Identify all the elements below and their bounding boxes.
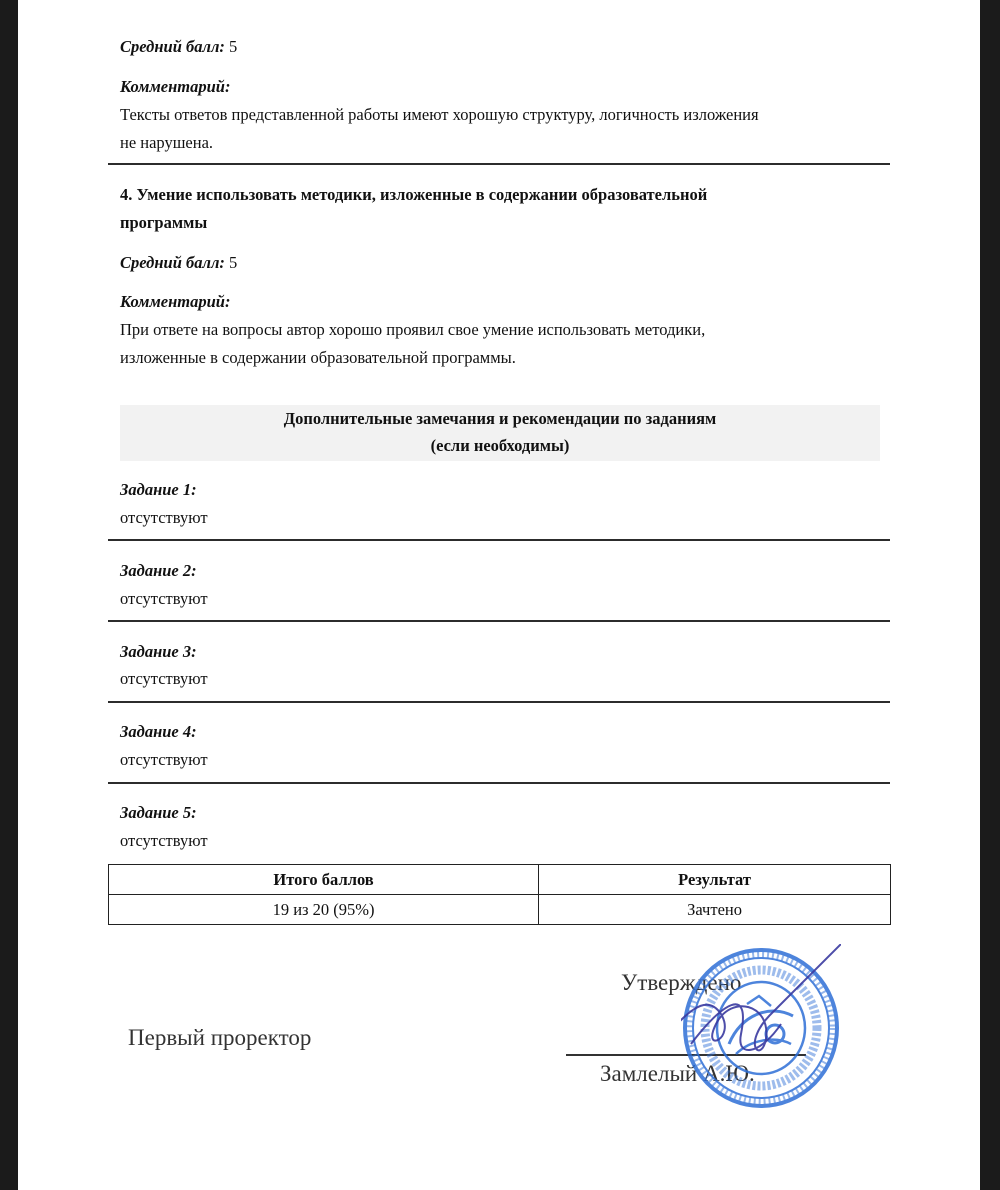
task-text: отсутствуют xyxy=(120,831,208,850)
result-cell: Зачтено xyxy=(539,895,891,925)
task-text: отсутствуют xyxy=(120,669,208,688)
avg-score-label: Средний балл: xyxy=(120,253,225,272)
totals-table xyxy=(108,864,891,925)
comment-text-line: Тексты ответов представленной работы имеют хорошую структуру, логичность изложения xyxy=(120,105,759,124)
divider xyxy=(108,163,890,165)
notes-heading-line: Дополнительные замечания и рекомендации по заданиям xyxy=(283,409,717,428)
avg-score-line-3 xyxy=(120,33,237,61)
approved-label: Утверждено xyxy=(621,970,742,995)
signatory-position: Первый проректор xyxy=(128,1025,312,1050)
section-title-line: программы xyxy=(120,213,208,232)
divider xyxy=(108,701,890,703)
task-label: Задание 1: xyxy=(120,480,197,499)
task-text: отсутствуют xyxy=(120,508,208,527)
column-header: Результат xyxy=(539,865,891,895)
task-text: отсутствуют xyxy=(120,589,208,608)
comment-text-line: При ответе на вопросы автор хорошо проявил свое умение использовать методики, xyxy=(120,320,706,339)
total-score-cell: 19 из 20 (95%) xyxy=(109,895,539,925)
table-header-row xyxy=(109,865,891,895)
section-title-line: 4. Умение использовать методики, изложенные в содержании образовательной xyxy=(120,185,708,204)
notes-heading-line: (если необходимы) xyxy=(430,436,570,455)
comment-label: Комментарий: xyxy=(120,292,231,311)
document-page xyxy=(18,0,980,1190)
divider xyxy=(108,539,890,541)
comment-label: Комментарий: xyxy=(120,77,231,96)
divider xyxy=(108,620,890,622)
task-label: Задание 3: xyxy=(120,642,197,661)
column-header: Итого баллов xyxy=(109,865,539,895)
comment-text-line: изложенные в содержании образовательной программы. xyxy=(120,348,516,367)
task-text: отсутствуют xyxy=(120,750,208,769)
signatory-name: Замлелый А.Ю. xyxy=(600,1061,755,1086)
avg-score-line-4 xyxy=(120,249,237,277)
avg-score-value: 5 xyxy=(229,37,238,56)
task-label: Задание 5: xyxy=(120,803,197,822)
table-row xyxy=(109,895,891,925)
comment-text-line: не нарушена. xyxy=(120,133,214,152)
official-seal-stamp xyxy=(681,944,841,1109)
task-label: Задание 4: xyxy=(120,722,197,741)
avg-score-label: Средний балл: xyxy=(120,37,225,56)
task-label: Задание 2: xyxy=(120,561,197,580)
avg-score-value: 5 xyxy=(229,253,238,272)
divider xyxy=(108,782,890,784)
notes-heading xyxy=(120,405,880,461)
